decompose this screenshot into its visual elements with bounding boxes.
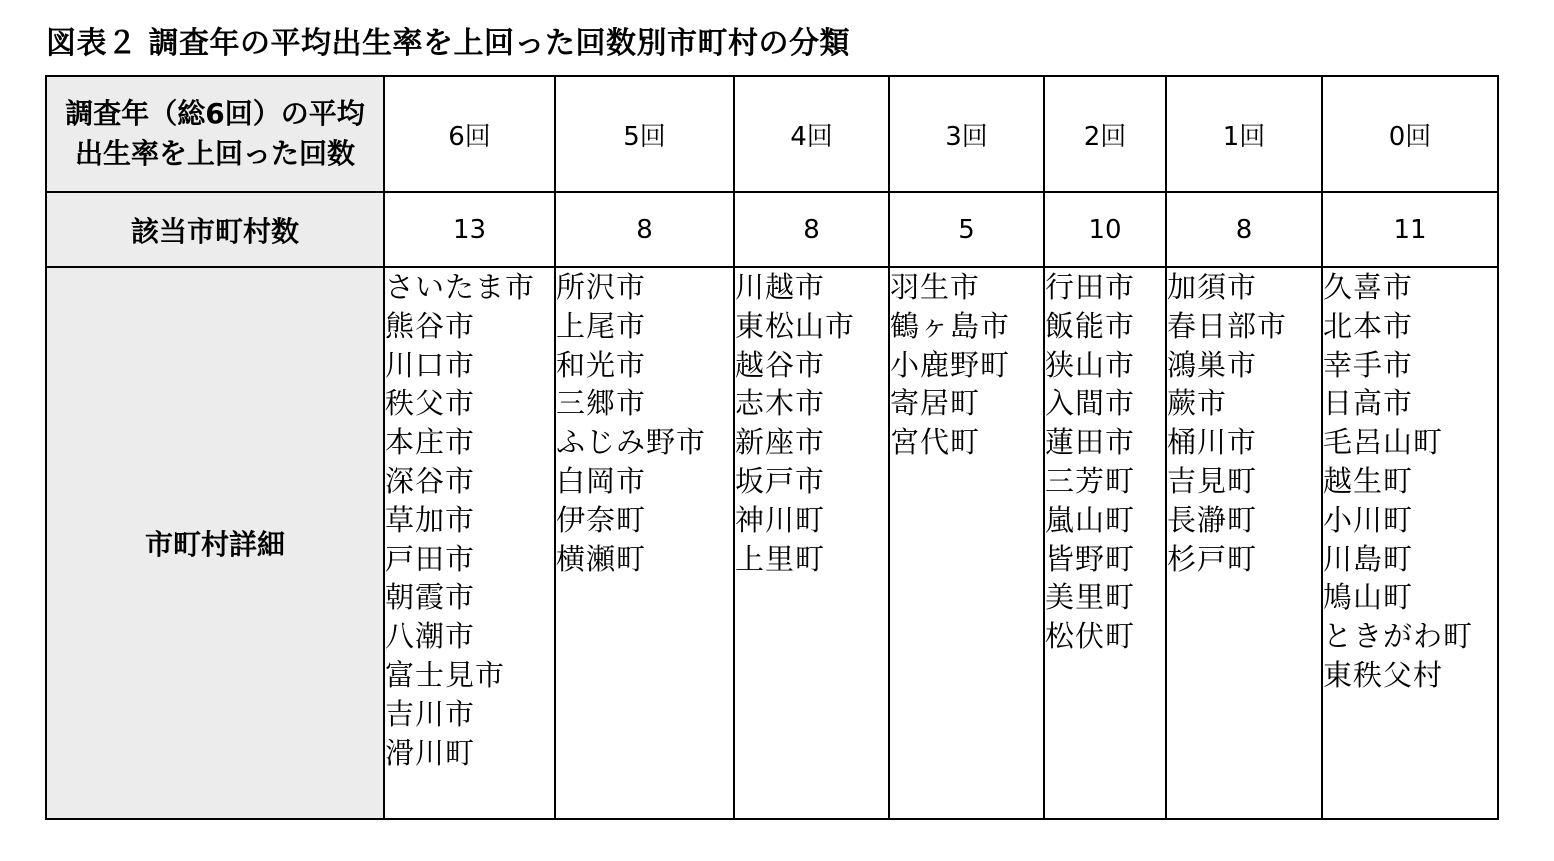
- times-cell-4: 4回: [734, 76, 889, 192]
- municipality-name: 松伏町: [1045, 619, 1136, 654]
- municipality-name: ふじみ野市: [556, 425, 707, 460]
- municipality-name: 富士見市: [385, 657, 506, 692]
- municipality-name: 深谷市: [385, 463, 476, 498]
- municipality-list-3: [889, 267, 1044, 819]
- times-row-header-label: 調査年（総6回）の平均出生率を上回った回数: [65, 97, 365, 170]
- municipality-name: 坂戸市: [735, 463, 826, 498]
- municipality-name: 日高市: [1323, 386, 1414, 421]
- municipality-name: 川口市: [385, 347, 476, 382]
- times-row: [46, 76, 1498, 192]
- times-cell-2: 2回: [1044, 76, 1166, 192]
- figure-title: 図表２ 調査年の平均出生率を上回った回数別市町村の分類: [46, 26, 850, 61]
- municipality-name: 幸手市: [1323, 347, 1414, 382]
- municipality-list-0: [1322, 267, 1498, 819]
- municipality-name: 小鹿野町: [890, 347, 1011, 382]
- classification-table: [45, 75, 1499, 820]
- municipality-name: 行田市: [1045, 270, 1136, 304]
- municipality-list-1: [1166, 267, 1322, 819]
- municipality-name: 桶川市: [1167, 425, 1258, 460]
- municipality-name: 白岡市: [556, 463, 647, 498]
- municipality-name: 鶴ヶ島市: [890, 308, 1011, 343]
- times-cell-1: 1回: [1166, 76, 1322, 192]
- times-row-header: [46, 76, 384, 192]
- municipality-name: 横瀬町: [556, 541, 647, 576]
- times-cell-5: 5回: [555, 76, 734, 192]
- times-cell-3: 3回: [889, 76, 1044, 192]
- municipality-name: 神川町: [735, 502, 826, 537]
- municipality-name: 朝霞市: [385, 580, 476, 615]
- municipality-name: 熊谷市: [385, 308, 476, 343]
- municipality-name: 吉見町: [1167, 463, 1258, 498]
- municipality-name: 三郷市: [556, 386, 647, 421]
- municipality-name: 戸田市: [385, 541, 476, 576]
- municipality-name: 川島町: [1323, 541, 1414, 576]
- detail-row-header: 市町村詳細: [46, 267, 384, 819]
- municipality-name: 杉戸町: [1167, 541, 1258, 576]
- municipality-list-6: [384, 267, 555, 819]
- municipality-name: 美里町: [1045, 580, 1136, 615]
- municipality-name: 東松山市: [735, 308, 856, 343]
- municipality-name: 久喜市: [1323, 270, 1414, 304]
- municipality-name: 飯能市: [1045, 308, 1136, 343]
- municipality-name: 吉川市: [385, 696, 476, 731]
- municipality-name: 北本市: [1323, 308, 1414, 343]
- municipality-name: 小川町: [1323, 502, 1414, 537]
- municipality-name: 和光市: [556, 347, 647, 382]
- municipality-name: 三芳町: [1045, 463, 1136, 498]
- count-cell-3: 5: [889, 192, 1044, 267]
- municipality-name: 所沢市: [556, 270, 647, 304]
- municipality-name: 秩父市: [385, 386, 476, 421]
- municipality-name: 八潮市: [385, 619, 476, 654]
- municipality-name: 志木市: [735, 386, 826, 421]
- municipality-name: ときがわ町: [1323, 619, 1474, 654]
- municipality-name: 皆野町: [1045, 541, 1136, 576]
- municipality-name: 鳩山町: [1323, 580, 1414, 615]
- municipality-name: 毛呂山町: [1323, 425, 1444, 460]
- municipality-name: 加須市: [1167, 270, 1258, 304]
- count-cell-5: 8: [555, 192, 734, 267]
- municipality-name: 蓮田市: [1045, 425, 1136, 460]
- municipality-name: 川越市: [735, 270, 826, 304]
- municipality-name: 伊奈町: [556, 502, 647, 537]
- count-cell-6: 13: [384, 192, 555, 267]
- municipality-name: 新座市: [735, 425, 826, 460]
- municipality-name: 本庄市: [385, 425, 476, 460]
- municipality-name: 草加市: [385, 502, 476, 537]
- count-cell-0: 11: [1322, 192, 1498, 267]
- municipality-name: 長瀞町: [1167, 502, 1258, 537]
- detail-row: [46, 267, 1498, 819]
- municipality-name: 蕨市: [1167, 386, 1228, 421]
- municipality-name: 越谷市: [735, 347, 826, 382]
- municipality-name: さいたま市: [385, 270, 536, 304]
- count-cell-2: 10: [1044, 192, 1166, 267]
- municipality-name: 狭山市: [1045, 347, 1136, 382]
- count-row-header: 該当市町村数: [46, 192, 384, 267]
- times-cell-6: 6回: [384, 76, 555, 192]
- municipality-name: 東秩父村: [1323, 657, 1444, 692]
- municipality-name: 春日部市: [1167, 308, 1288, 343]
- municipality-name: 嵐山町: [1045, 502, 1136, 537]
- municipality-name: 上尾市: [556, 308, 647, 343]
- municipality-name: 越生町: [1323, 463, 1414, 498]
- municipality-name: 入間市: [1045, 386, 1136, 421]
- municipality-name: 宮代町: [890, 425, 981, 460]
- municipality-list-2: [1044, 267, 1166, 819]
- municipality-name: 鴻巣市: [1167, 347, 1258, 382]
- municipality-list-5: [555, 267, 734, 819]
- municipality-name: 上里町: [735, 541, 826, 576]
- municipality-name: 羽生市: [890, 270, 981, 304]
- count-row: [46, 192, 1498, 267]
- times-cell-0: 0回: [1322, 76, 1498, 192]
- count-cell-1: 8: [1166, 192, 1322, 267]
- municipality-name: 滑川町: [385, 735, 476, 770]
- municipality-list-4: [734, 267, 889, 819]
- count-cell-4: 8: [734, 192, 889, 267]
- municipality-name: 寄居町: [890, 386, 981, 421]
